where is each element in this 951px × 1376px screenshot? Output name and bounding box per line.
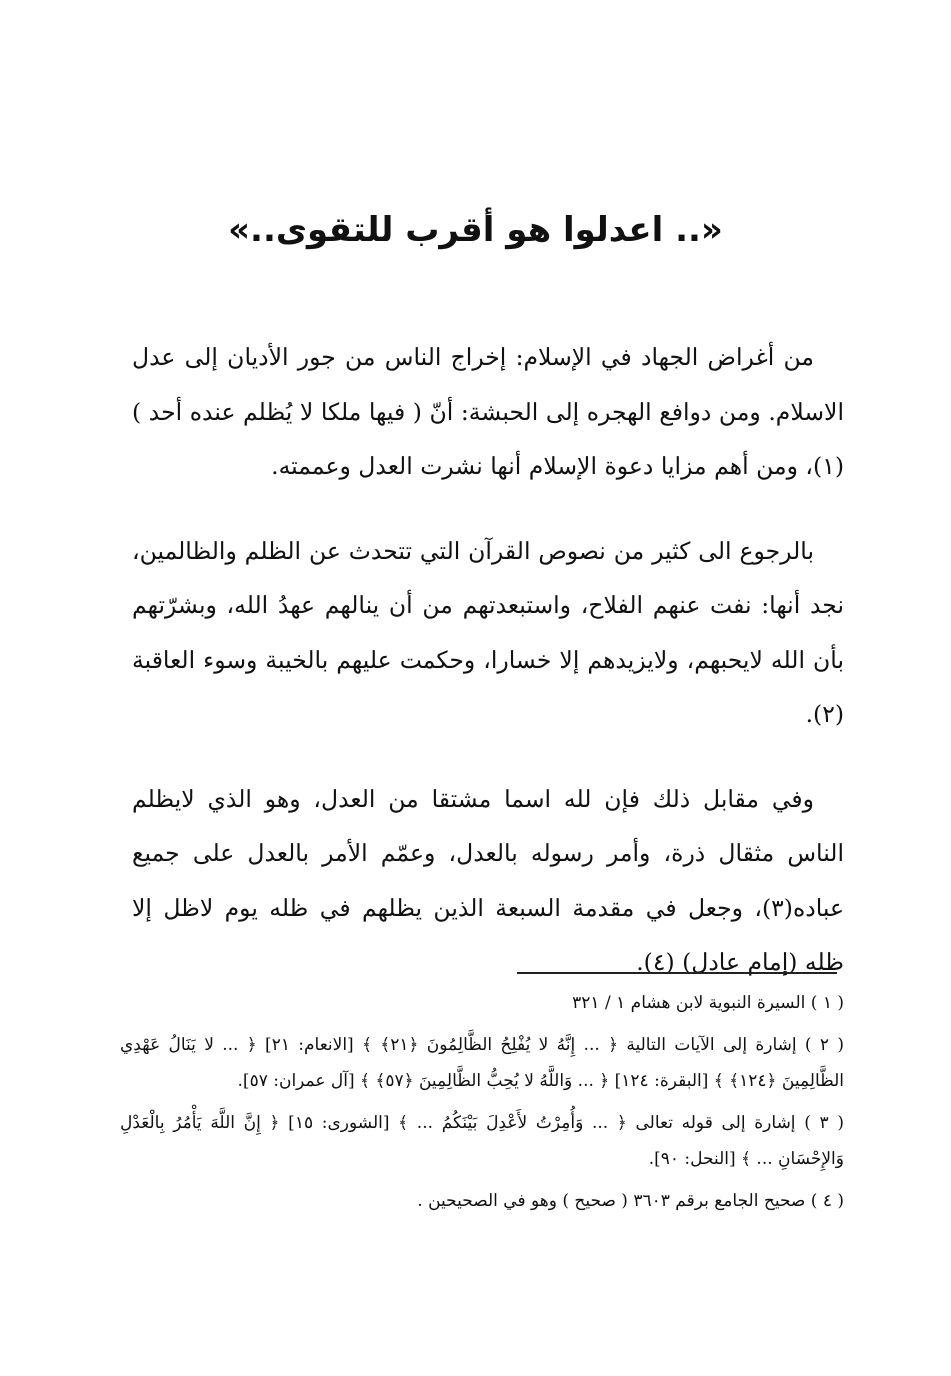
paragraph-3: وفي مقابل ذلك فإن لله اسما مشتقا من العدل، وهو الذي لايظلم الناس مثقال ذرة، وأمر رسوله بالعدل، وعمّم الأمر بالعدل على جميع عباده(٣)، وجعل في مقدمة السبعة الذين يظلهم في ظله يوم لاظل إلا ظله (إمام عادل) (٤). [132, 784, 844, 976]
footnote-divider [517, 972, 837, 974]
main-text [132, 330, 844, 990]
paragraph-1: من أغراض الجهاد في الإسلام: إخراج الناس من جور الأديان إلى عدل الاسلام. ومن دوافع الهجره إلى الحبشة: أنّ ( فيها ملكا لا يُظلم عنده أحد )(١)، ومن أهم مزايا دعوة الإسلام أنها نشرت العدل وعممته. [132, 343, 844, 480]
footnote-3: ( ٣ ) إشارة إلى قوله تعالى ﴿ ... وَأُمِرْتُ لأَعْدِلَ بَيْنَكُمُ ... ﴾ [الشورى: ١٥] ﴿ إِنَّ اللَّهَ يَأْمُرُ بِالْعَدْلِ وَالإِحْسَانِ ... ﴾ [النحل: ٩٠]. [120, 1113, 844, 1169]
page-title: «.. اعدلوا هو أقرب للتقوى..» [228, 210, 723, 250]
footnote-2: ( ٢ ) إشارة إلى الآيات التالية ﴿ ... إِنَّهُ لا يُفْلِحُ الظَّالِمُونَ ﴿٢١﴾ ﴾ [الانعام: ٢١] ﴿ ... لا يَنَالُ عَهْدِي الظَّالِمِينَ ﴿١٢٤﴾ ﴾ [البقرة: ١٢٤] ﴿ ... وَاللَّهُ لا يُحِبُّ الظَّالِمِينَ ﴿٥٧﴾ ﴾ [آل عمران: ٥٧]. [120, 1035, 844, 1091]
footnotes [120, 985, 844, 1225]
footnote-1: ( ١ ) السيرة النبوية لابن هشام ١ / ٣٢١ [572, 993, 844, 1013]
footnote-4: ( ٤ ) صحيح الجامع برقم ٣٦٠٣ ( صحيح ) وهو في الصحيحين . [417, 1191, 844, 1211]
paragraph-2: بالرجوع الى كثير من نصوص القرآن التي تتحدث عن الظلم والظالمين، نجد أنها: نفت عنهم الفلاح، واستبعدتهم من أن ينالهم عهدُ الله، وبشرّتهم بأن الله لايحبهم، ولايزيدهم إلا خسارا، وحكمت عليهم بالخيبة وسوء العاقبة (٢). [132, 536, 844, 728]
